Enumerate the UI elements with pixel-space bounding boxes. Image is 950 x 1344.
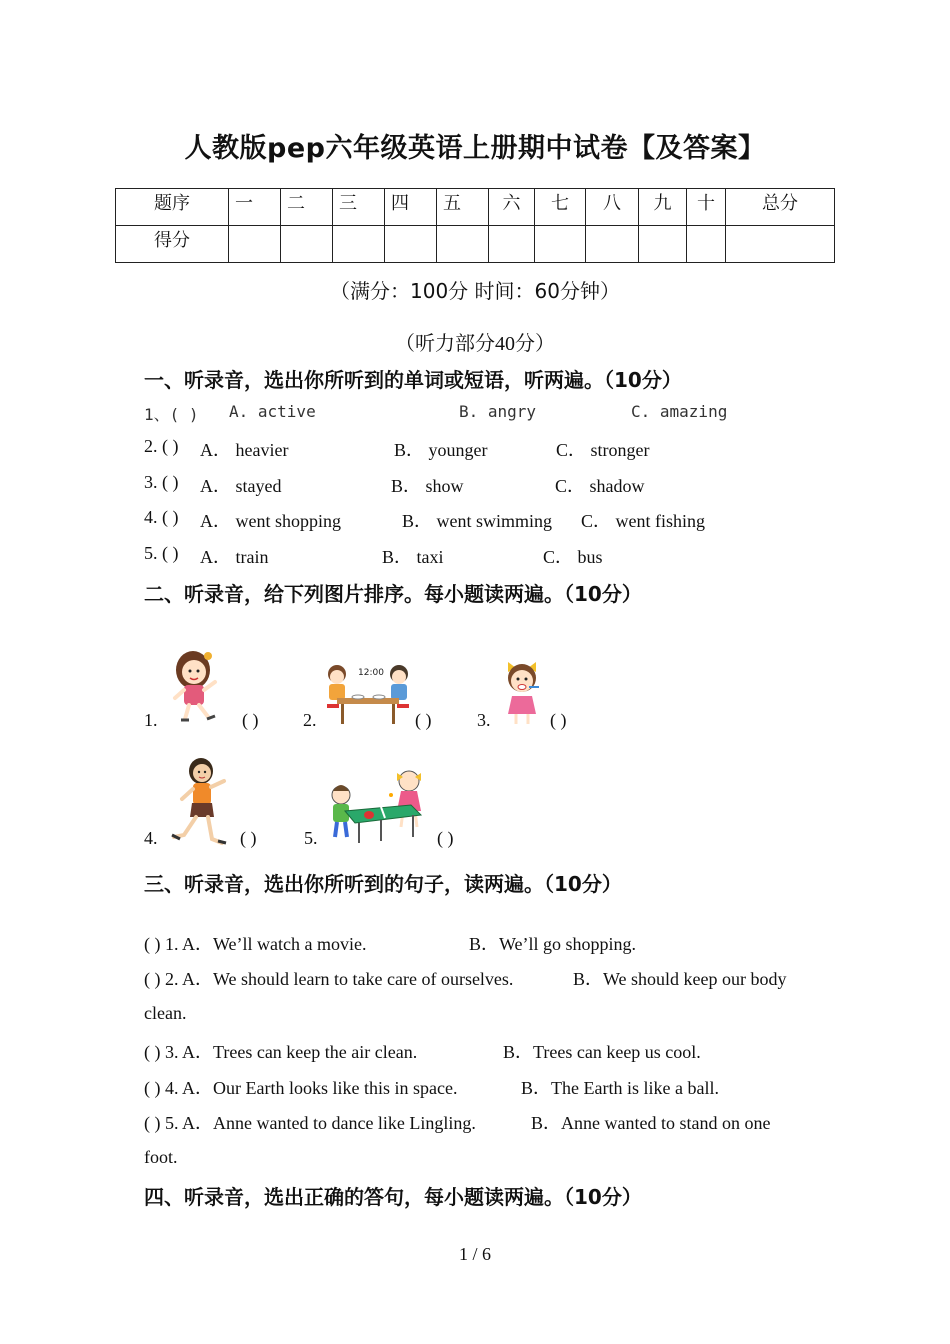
score-table-score-row <box>116 226 835 263</box>
option-a: A． went shopping <box>200 511 341 531</box>
s2-item-5-number: 5. <box>304 828 318 848</box>
option-b: B．We should keep our body <box>573 969 787 989</box>
option-b: B. angry <box>459 402 537 421</box>
option-a: ( ) 4. A．Our Earth looks like this in space. <box>144 1078 458 1098</box>
header-cell: 七 <box>535 189 586 226</box>
option-c: C． shadow <box>555 476 645 496</box>
option-a: A. active <box>229 402 316 421</box>
score-cell <box>489 226 535 263</box>
header-cell: 四 <box>385 189 437 226</box>
option-a: A． train <box>200 547 269 567</box>
option-a: A． stayed <box>200 476 282 496</box>
header-cell: 二 <box>281 189 333 226</box>
listening-header: （听力部分40分） <box>395 333 555 355</box>
header-cell: 一 <box>229 189 281 226</box>
girl-waving-picture <box>165 648 223 723</box>
score-cell <box>333 226 385 263</box>
header-cell: 三 <box>333 189 385 226</box>
option-c: C． bus <box>543 547 603 567</box>
option-b: B．Anne wanted to stand on one <box>531 1113 771 1133</box>
header-cell: 八 <box>586 189 639 226</box>
option-b: B． went swimming <box>402 511 553 531</box>
exam-info: （满分：100分 时间：60分钟） <box>330 279 620 303</box>
score-cell <box>281 226 333 263</box>
kids-playing-ping-pong-picture <box>325 765 435 847</box>
option-c: C． went fishing <box>581 511 705 531</box>
score-table <box>115 188 835 263</box>
option-b: B． younger <box>394 440 488 460</box>
score-cell <box>437 226 489 263</box>
option-a: A． heavier <box>200 440 289 460</box>
option-c: C. amazing <box>631 402 728 421</box>
s2-item-4-number: 4. <box>144 828 158 848</box>
item-number: 4. ( ) <box>144 507 179 527</box>
header-cell: 五 <box>437 189 489 226</box>
s2-item-3-blank: ( ) <box>550 710 567 730</box>
section1-title: 一、听录音，选出你所听到的单词或短语，听两遍。（10分） <box>144 368 682 392</box>
header-cell: 总分 <box>726 189 835 226</box>
score-cell <box>229 226 281 263</box>
clock-text: 12:00 <box>358 668 384 678</box>
section2-title: 二、听录音，给下列图片排序。每小题读两遍。（10分） <box>144 582 642 606</box>
option-c: C． stronger <box>556 440 650 460</box>
score-table-header-row <box>116 189 835 226</box>
s2-item-2-number: 2. <box>303 710 317 730</box>
option-a: ( ) 5. A．Anne wanted to dance like Lingling. <box>144 1113 476 1133</box>
girl-brushing-teeth-picture <box>498 656 546 726</box>
s2-item-1-blank: ( ) <box>242 710 259 730</box>
header-cell: 九 <box>639 189 687 226</box>
s3-line-2-cont: clean. <box>144 1003 187 1023</box>
option-a: ( ) 1. A．We’ll watch a movie. <box>144 934 367 954</box>
s2-item-2-blank: ( ) <box>415 710 432 730</box>
score-cell <box>726 226 835 263</box>
option-b: B． taxi <box>382 547 444 567</box>
score-cell <box>639 226 687 263</box>
option-b: B．We’ll go shopping. <box>469 934 637 954</box>
s2-item-5-blank: ( ) <box>437 828 454 848</box>
kids-eating-lunch-picture <box>323 660 413 728</box>
score-cell <box>385 226 437 263</box>
row-label: 得分 <box>116 226 229 263</box>
item-number: 1、( ) <box>144 405 199 424</box>
page-number: 1 / 6 <box>458 1244 491 1264</box>
option-a: ( ) 3. A．Trees can keep the air clean. <box>144 1042 418 1062</box>
header-cell: 六 <box>489 189 535 226</box>
score-cell <box>586 226 639 263</box>
option-b: B．Trees can keep us cool. <box>503 1042 701 1062</box>
score-cell <box>535 226 586 263</box>
section4-title: 四、听录音，选出正确的答句，每小题读两遍。（10分） <box>144 1185 642 1209</box>
section3-title: 三、听录音，选出你所听到的句子，读两遍。（10分） <box>144 872 622 896</box>
girl-running-picture <box>168 755 230 847</box>
item-number: 2. ( ) <box>144 436 179 456</box>
option-a: ( ) 2. A．We should learn to take care of ourselves. <box>144 969 514 989</box>
option-b: B．The Earth is like a ball. <box>521 1078 719 1098</box>
s2-item-3-number: 3. <box>477 710 491 730</box>
s2-item-4-blank: ( ) <box>240 828 257 848</box>
item-number: 3. ( ) <box>144 472 179 492</box>
header-cell: 题序 <box>116 189 229 226</box>
header-cell: 十 <box>687 189 726 226</box>
option-b: B． show <box>391 476 464 496</box>
s2-item-1-number: 1. <box>144 710 158 730</box>
item-number: 5. ( ) <box>144 543 179 563</box>
score-cell <box>687 226 726 263</box>
s3-line-5-cont: foot. <box>144 1147 178 1167</box>
page-title: 人教版pep六年级英语上册期中试卷【及答案】 <box>184 133 766 164</box>
